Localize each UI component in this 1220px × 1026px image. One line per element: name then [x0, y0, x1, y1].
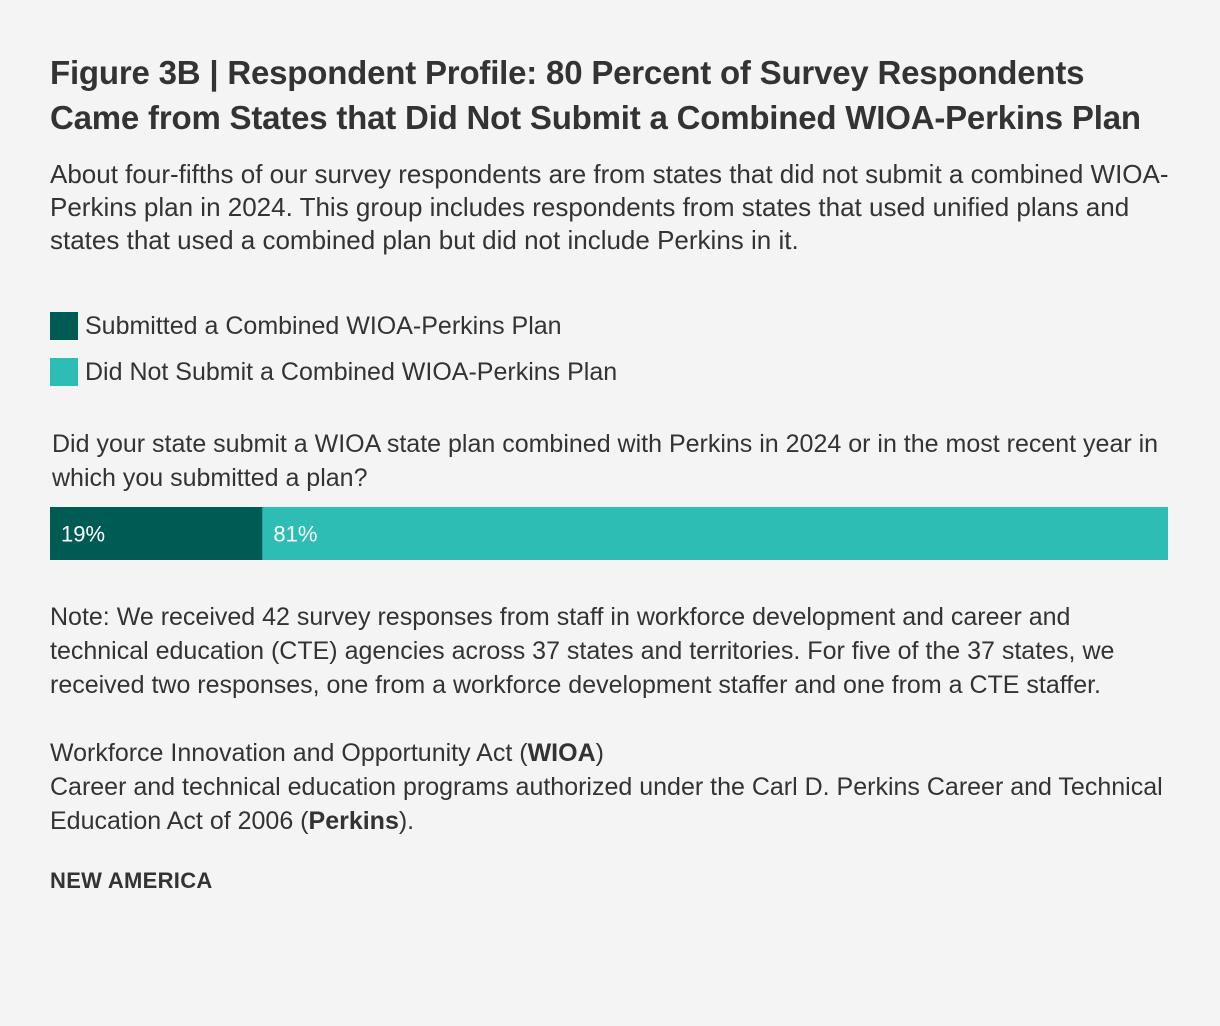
figure-container	[50, 50, 1170, 894]
legend-item-not-submitted	[50, 349, 1170, 395]
legend-swatch-not-submitted	[50, 358, 78, 386]
legend-label-not-submitted: Did Not Submit a Combined WIOA-Perkins Plan	[85, 358, 618, 386]
figure-title: Figure 3B | Respondent Profile: 80 Percent of Survey Respondents Came from States that Did Not Submit a Combined WIOA-Perkins Plan	[50, 54, 1141, 136]
bar-label-submitted: 19%	[61, 521, 106, 547]
figure-subtitle: About four-fifths of our survey respondents are from states that did not submit a combined WIOA-Perkins plan in 2024. This group includes respondents from states that used unified plans and states that used a combined plan but did not include Perkins in it.	[50, 159, 1169, 255]
bar-label-not-submitted: 81%	[273, 521, 318, 547]
figure-note: Note: We received 42 survey responses from staff in workforce development and career and technical education (CTE) agencies across 37 states and territories. For five of the 37 states, we received two responses, one from a workforce development staffer and one from a CTE staffer.	[50, 603, 1115, 699]
stacked-bar-chart	[50, 507, 1168, 560]
stacked-bar-svg	[50, 507, 1168, 560]
chart-question: Did your state submit a WIOA state plan combined with Perkins in 2024 or in the most recent year in which you submitted a plan?	[52, 430, 1159, 492]
legend	[50, 303, 1170, 395]
definition-perkins: Career and technical education programs authorized under the Carl D. Perkins Career and Technical Education Act of 2006 (Perkins).	[50, 773, 1163, 835]
bar-segment-not-submitted	[262, 507, 1168, 560]
legend-swatch-submitted	[50, 312, 78, 340]
definitions	[50, 736, 1170, 838]
legend-item-submitted	[50, 303, 1170, 349]
source-brand: NEW AMERICA	[50, 868, 213, 893]
definition-wioa: Workforce Innovation and Opportunity Act (WIOA)	[50, 739, 604, 767]
legend-label-submitted: Submitted a Combined WIOA-Perkins Plan	[85, 312, 562, 340]
